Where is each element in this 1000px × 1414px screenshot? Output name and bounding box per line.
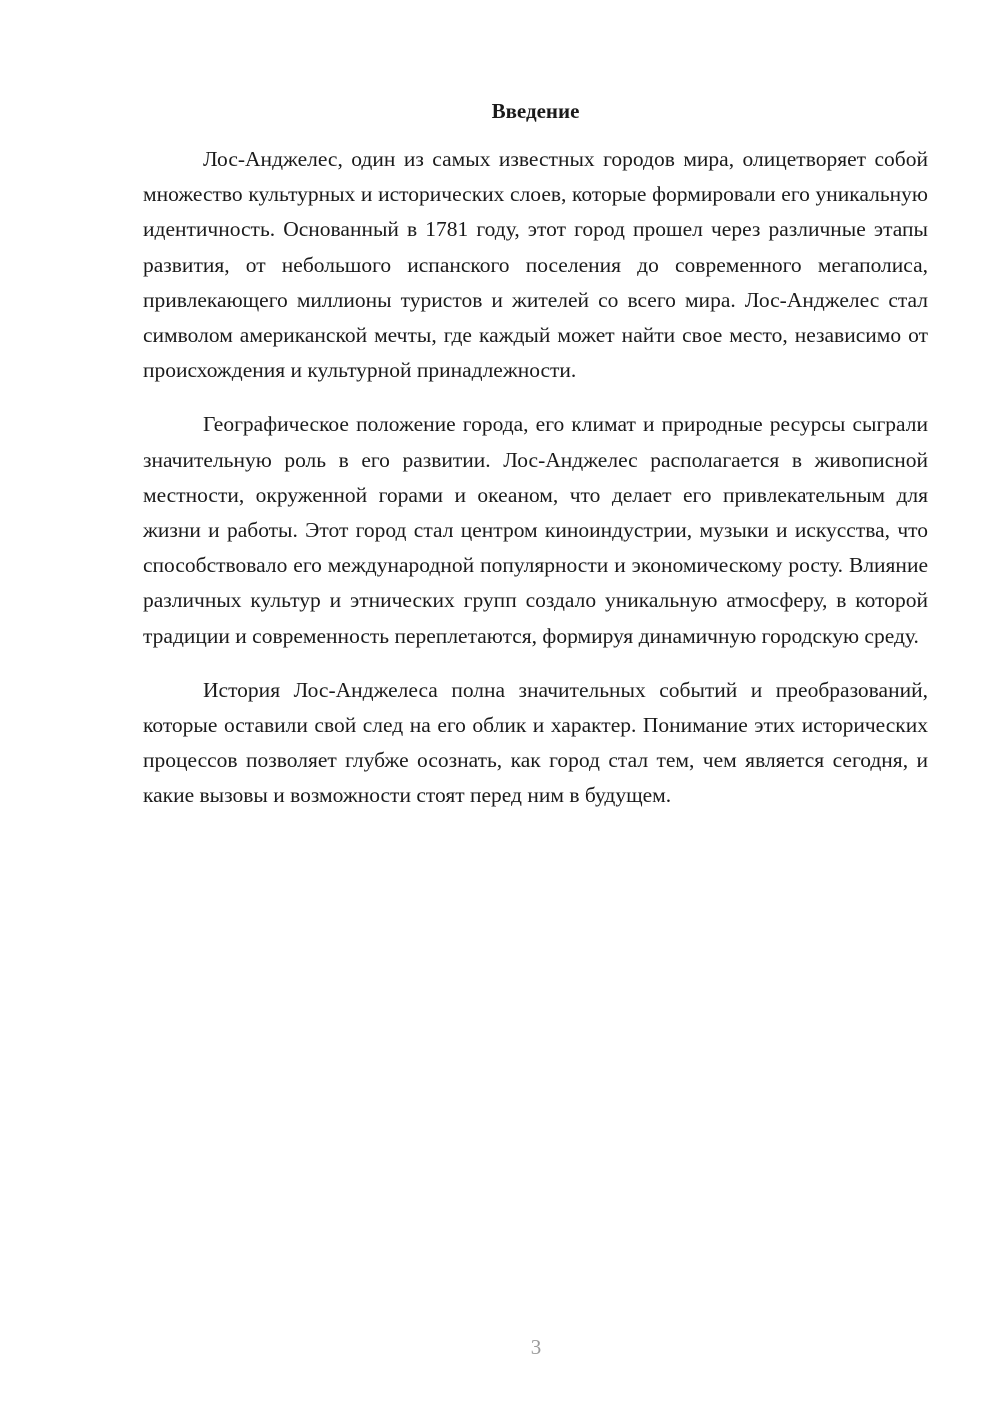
page-number: 3: [530, 1335, 542, 1359]
paragraph-intro: Лос-Анджелес, один из самых известных городов мира, олицетворяет собой множество культурных и исторических слоев, которые формировали его уникальную идентичность. Основанный в 1781 году, этот город прошел через различные этапы развития, от небольшого испанского поселения до современного мегаполиса, привлекающего миллионы туристов и жителей со всего мира. Лос-Анджелес стал символом американской мечты, где каждый может найти свое место, независимо от происхождения и культурной принадлежности.: [143, 147, 928, 383]
paragraph-history: История Лос-Анджелеса полна значительных событий и преобразований, которые оставили свой след на его облик и характер. Понимание этих исторических процессов позволяет глубже осознать, как город стал тем, чем является сегодня, и какие вызовы и возможности стоят перед ним в будущем.: [143, 677, 928, 808]
section-heading: Введение: [491, 99, 580, 123]
paragraph-geography: Географическое положение города, его климат и природные ресурсы сыграли значительную роль в его развитии. Лос-Анджелес располагается в живописной местности, окруженной горами и океаном, что делает его привлекательным для жизни и работы. Этот город стал центром киноиндустрии, музыки и искусства, что способствовало его международной популярности и экономическому росту. Влияние различных культур и этнических групп создало уникальную атмосферу, в которой традиции и современность переплетаются, формируя динамичную городскую среду.: [143, 412, 928, 648]
page-content: [143, 97, 928, 833]
